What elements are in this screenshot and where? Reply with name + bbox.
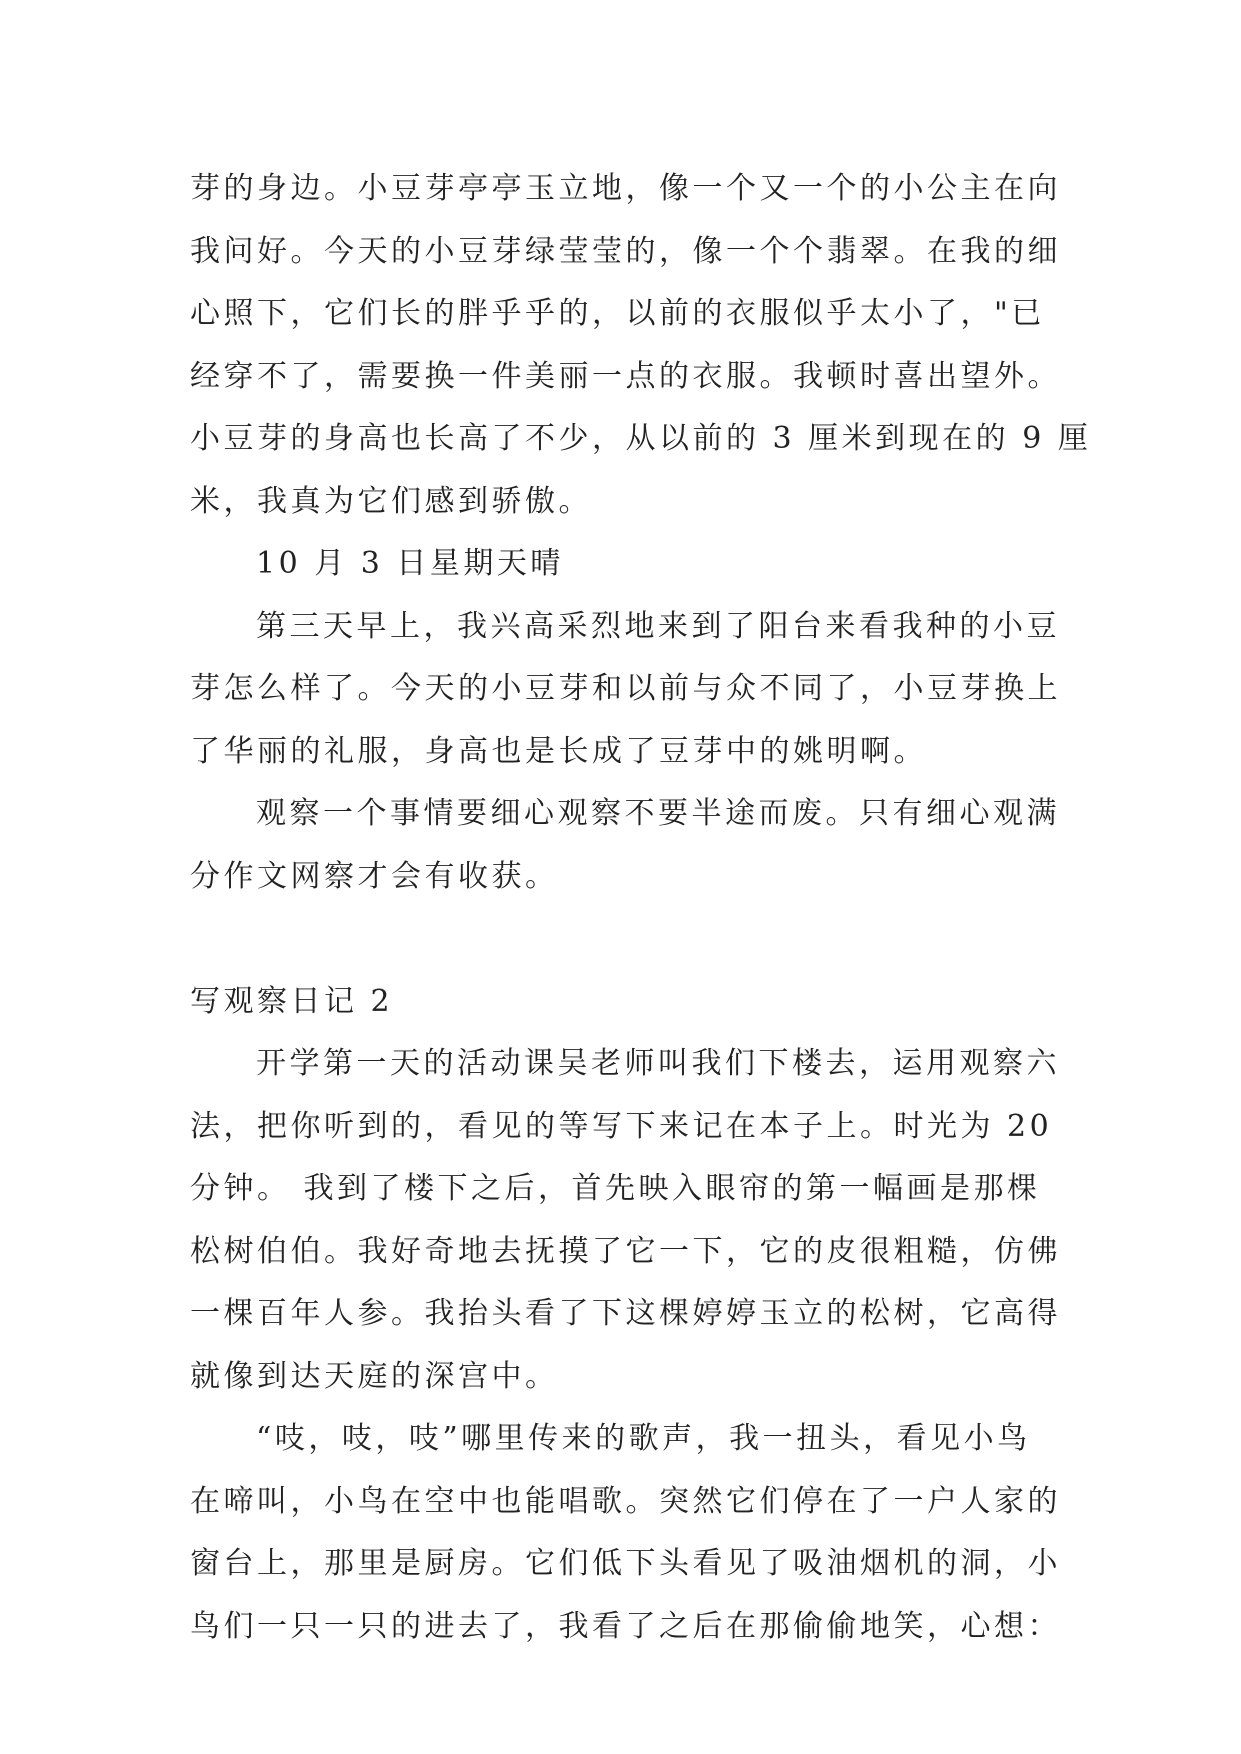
paragraph-line: 观察一个事情要细心观察不要半途而废。只有细心观满 (256, 796, 1060, 831)
paragraph-line: 在啼叫，小鸟在空中也能唱歌。突然它们停在了一户人家的 (190, 1483, 1061, 1519)
paragraph-line: 经穿不了，需要换一件美丽一点的衣服。我顿时喜出望外。 (190, 358, 1061, 394)
paragraph-line: 心照下，它们长的胖乎乎的，以前的衣服似乎太小了，"已 (190, 296, 1045, 331)
paragraph-line: 小豆芽的身高也长高了不少，从以前的 3 厘米到现在的 9 厘 (190, 421, 1092, 456)
paragraph-line: 第三天早上，我兴高采烈地来到了阳台来看我种的小豆 (256, 608, 1060, 644)
paragraph-line: 分作文网察才会有收获。 (190, 858, 559, 894)
paragraph-line: 了华丽的礼服，身高也是长成了豆芽中的姚明啊。 (190, 733, 927, 769)
paragraph-line: 开学第一天的活动课吴老师叫我们下楼去，运用观察六 (256, 1046, 1060, 1081)
section-gap (190, 908, 1070, 971)
paragraph-line: 松树伯伯。我好奇地去抚摸了它一下，它的皮很粗糙，仿佛 (190, 1233, 1061, 1269)
section-heading: 写观察日记 2 (190, 983, 394, 1019)
paragraph-line: 一棵百年人参。我抬头看了下这棵婷婷玉立的松树，它高得 (190, 1296, 1061, 1331)
paragraph-line: 就像到达天庭的深宫中。 (190, 1358, 559, 1394)
date-line: 10 月 3 日星期天晴 (256, 546, 564, 581)
paragraph-line: 鸟们一只一只的进去了，我看了之后在那偷偷地笑，心想： (190, 1608, 1061, 1644)
paragraph-line: 法，把你听到的，看见的等写下来记在本子上。时光为 20 (190, 1108, 1053, 1144)
paragraph-line: 芽的身边。小豆芽亭亭玉立地，像一个又一个的小公主在向 (190, 171, 1061, 206)
paragraph-line: “吱，吱，吱”哪里传来的歌声，我一扭头，看见小鸟 (256, 1421, 1031, 1456)
paragraph-line: 我问好。今天的小豆芽绿莹莹的，像一个个翡翠。在我的细 (190, 233, 1061, 269)
paragraph-line: 分钟。 我到了楼下之后，首先映入眼帘的第一幅画是那棵 (190, 1171, 1041, 1206)
paragraph-line: 米，我真为它们感到骄傲。 (190, 483, 592, 519)
paragraph-line: 窗台上，那里是厨房。它们低下头看见了吸油烟机的洞，小 (190, 1546, 1061, 1581)
document-body (190, 158, 1092, 1658)
paragraph-line: 芽怎么样了。今天的小豆芽和以前与众不同了，小豆芽换上 (190, 671, 1061, 706)
